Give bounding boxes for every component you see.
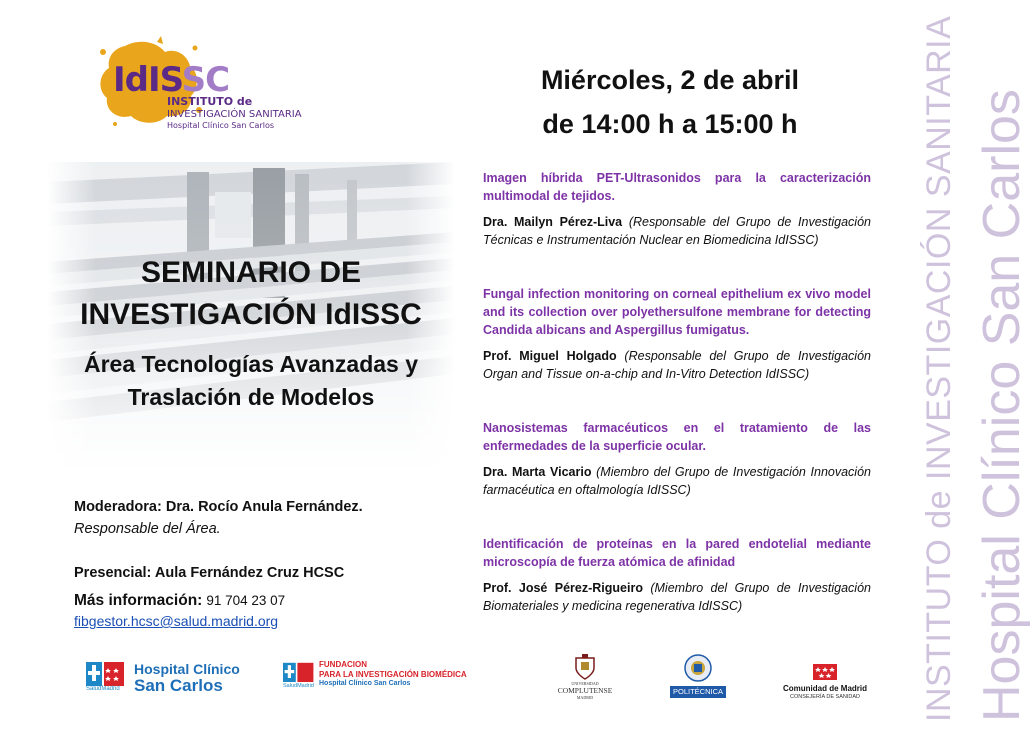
talk-item bbox=[483, 419, 871, 499]
talk-speaker-role: (Responsable del Grupo de Investigación Técnicas e Instrumentación Nuclear en Biomedicina IdISSC) bbox=[483, 215, 871, 247]
ucm-crest-icon bbox=[573, 654, 597, 680]
fib-name-line-2: PARA LA INVESTIGACIÓN BIOMÉDICA bbox=[319, 670, 467, 679]
cam-line-2: CONSEJERÍA DE SANIDAD bbox=[790, 694, 860, 700]
talk-speaker-line bbox=[483, 579, 871, 615]
fib-name-line-1: FUNDACION bbox=[319, 660, 367, 669]
hcsc-logo bbox=[86, 660, 246, 700]
upm-crest-icon bbox=[683, 654, 713, 682]
vertical-watermark bbox=[890, 10, 1031, 722]
seminar-title-line-2: INVESTIGACIÓN IdISSC bbox=[80, 298, 422, 331]
hcsc-name-line-2: San Carlos bbox=[134, 676, 223, 695]
talk-speaker-line bbox=[483, 463, 871, 499]
fib-salud-label: SaludMadrid bbox=[283, 683, 314, 689]
talk-item bbox=[483, 169, 871, 249]
talk-title: Identificación de proteínas en la pared endotelial mediante microscopía de fuerza atómica de afinidad bbox=[483, 537, 871, 569]
moderator: Moderadora: Dra. Rocío Anula Fernández. bbox=[74, 499, 363, 515]
event-date-day: Miércoles, 2 de abril bbox=[540, 65, 800, 95]
talk-speaker: Dra. Mailyn Pérez-Liva bbox=[483, 215, 623, 229]
more-info-label: Más información: bbox=[74, 592, 203, 609]
talk-speaker-role: (Miembro del Grupo de Investigación Biomateriales y medicina regenerativa IdISSC) bbox=[483, 581, 871, 613]
logo-line-2: INVESTIGACIÓN SANITARIA bbox=[167, 109, 302, 120]
hcsc-salud-label: SaludMadrid bbox=[86, 686, 120, 692]
madrid-flag-icon bbox=[813, 664, 837, 680]
fib-name-line-3: Hospital Clínico San Carlos bbox=[319, 680, 411, 687]
seminar-area-line-1: Área Tecnologías Avanzadas y bbox=[83, 351, 419, 377]
talk-speaker: Prof. José Pérez-Rigueiro bbox=[483, 581, 643, 595]
watermark-line-2: Hospital Clínico San Carlos bbox=[973, 89, 1031, 722]
idissc-logo bbox=[95, 38, 302, 133]
talk-speaker-line bbox=[483, 213, 871, 249]
hero-banner bbox=[47, 162, 455, 472]
cam-line-1: Comunidad de Madrid bbox=[783, 684, 867, 693]
more-info bbox=[74, 592, 285, 610]
moderator-role: Responsable del Área. bbox=[74, 521, 221, 537]
talk-title: Fungal infection monitoring on corneal epithelium ex vivo model and its collection over polyethersulfone membrane for detecting Candida albicans and Aspergillus fumigatus. bbox=[483, 287, 871, 337]
logo-line-3: Hospital Clínico San Carlos bbox=[167, 121, 274, 130]
watermark-line-1: INSTITUTO de INVESTIGACIÓN SANITARIA bbox=[920, 15, 958, 722]
upm-logo bbox=[670, 654, 726, 700]
hcsc-name-line-1: Hospital Clínico bbox=[134, 661, 240, 677]
seminar-title bbox=[47, 252, 455, 336]
venue: Presencial: Aula Fernández Cruz HCSC bbox=[74, 565, 345, 581]
ucm-logo bbox=[555, 654, 615, 702]
email-link[interactable]: fibgestor.hcsc@salud.madrid.org bbox=[74, 613, 279, 629]
fib-logo bbox=[283, 660, 493, 696]
event-date-time: de 14:00 h a 15:00 h bbox=[542, 109, 798, 139]
phone-number: 91 704 23 07 bbox=[206, 593, 286, 608]
seminar-title-line-1: SEMINARIO DE bbox=[140, 256, 362, 289]
upm-label: POLITÉCNICA bbox=[670, 686, 726, 698]
seminar-area bbox=[47, 348, 455, 414]
logo-wordmark: IdISSC bbox=[113, 60, 230, 100]
talk-speaker-role: (Miembro del Grupo de Investigación Innovación farmacéutica en oftalmología IdISSC) bbox=[483, 465, 871, 497]
logo-line-1: INSTITUTO de bbox=[167, 95, 253, 108]
talk-item bbox=[483, 535, 871, 615]
talk-speaker-line bbox=[483, 347, 871, 383]
comunidad-madrid-logo bbox=[780, 664, 870, 704]
talk-speaker: Prof. Miguel Holgado bbox=[483, 349, 617, 363]
talk-title: Imagen híbrida PET-Ultrasonidos para la caracterización multimodal de tejidos. bbox=[483, 171, 871, 203]
ucm-line-3: MADRID bbox=[576, 695, 594, 700]
talk-speaker-role: (Responsable del Grupo de Investigación Organ and Tissue on-a-chip and In-Vitro Detection IdISSC) bbox=[483, 349, 871, 381]
event-date bbox=[470, 58, 870, 146]
ucm-line-1: UNIVERSIDAD bbox=[571, 681, 599, 686]
talk-speaker: Dra. Marta Vicario bbox=[483, 465, 592, 479]
ucm-line-2: COMPLUTENSE bbox=[557, 686, 613, 695]
talk-title: Nanosistemas farmacéuticos en el tratamiento de las enfermedades de la superficie ocular. bbox=[483, 421, 871, 453]
talk-item bbox=[483, 285, 871, 383]
seminar-area-line-2: Traslación de Modelos bbox=[127, 384, 375, 410]
